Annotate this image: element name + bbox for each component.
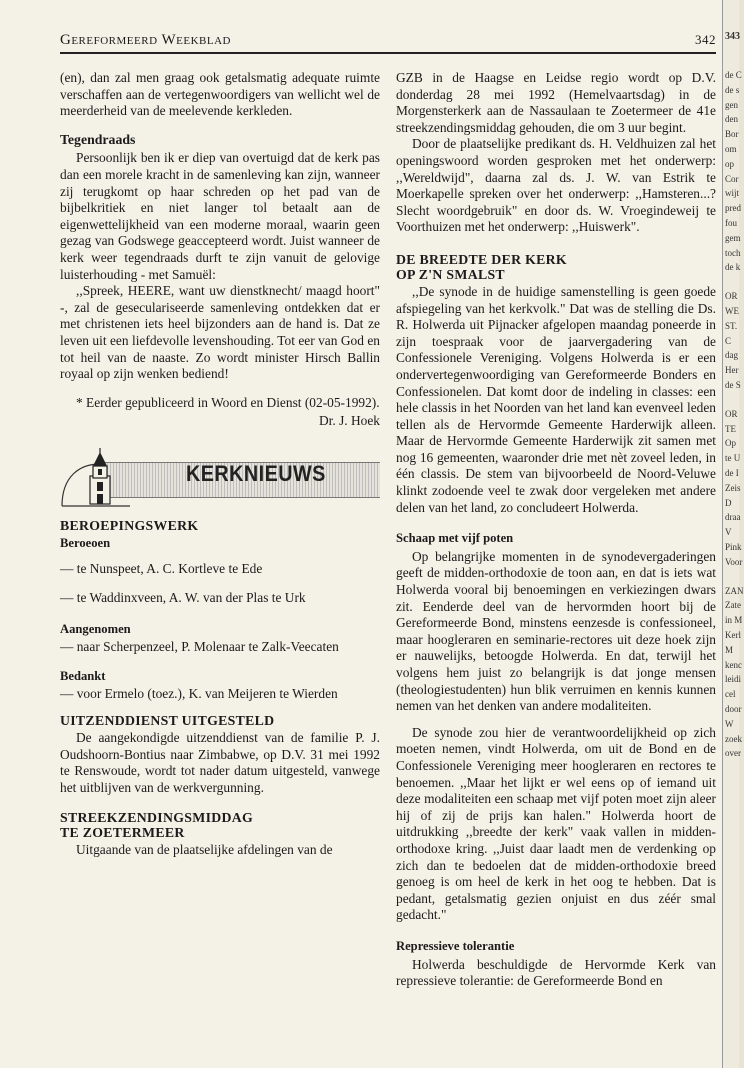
- paragraph: De synode zou hier de verantwoordelijkheid op zich moeten nemen, vindt Holwerda, om uit de Bond en de Confessionele Vereniging meer hoogleraren en rectores te benoemen. ,,Maar het lijkt er wel eens op of iemand uit deze modaliteiten een schaap met vijf poten moet zijn aleer hij of zij de prijs kan halen." Holwerda hoort de uitdrukking ,,breedte der kerk" vaak vallen in midden-orthodoxe kring. ,,Juist daar laadt men de verdenking op zich dan te bedoelen dat de midden-orthodoxie breed genoeg is om heel de kerk in het oog te hebben. Dat is pedant, getalsmatig gezien onjuist en dus zéér smal gedacht.": [396, 724, 716, 923]
- adjacent-page-fragment: gem: [725, 232, 741, 243]
- author-signature: Dr. J. Hoek: [319, 413, 380, 429]
- adjacent-page-fragment: OR: [725, 291, 738, 302]
- list-item: — voor Ermelo (toez.), K. van Meijeren te Wierden: [60, 686, 338, 702]
- paragraph: Persoonlijk ben ik er diep van overtuigd dat de kerk pas dan een morele kracht in de samenleving kan zijn, wanneer zij terugkomt op haar schreden op het pad van de bijbelkritiek en niet langer tol betaalt aan de eigenwettelijkheid van een moderne moraal, waarin geen gezag van Godswege geaccepteerd wordt. Juist wanneer de kerk weer tegendraads durft te zijn vanuit de gelovige luisterhouding - met Samuël:: [60, 150, 380, 282]
- adjacent-page-fragment: C: [725, 335, 732, 346]
- left-column: [60, 70, 380, 859]
- section-heading-streekzending-line2: TE ZOETERMEER: [60, 825, 185, 841]
- adjacent-page-fragment: over: [725, 748, 741, 759]
- adjacent-page-fragment: pred: [725, 203, 741, 214]
- section-heading-uitzenddienst: UITZENDDIENST UITGESTELD: [60, 713, 275, 729]
- adjacent-page-fragment: Bor: [725, 129, 739, 140]
- adjacent-page-fragment: toch: [725, 247, 741, 258]
- section-heading-tegendraads: Tegendraads: [60, 131, 136, 147]
- section-heading-breedte: DE BREEDTE DER KERK: [396, 251, 567, 267]
- subheading-beroepen: Beroeoen: [60, 535, 111, 550]
- adjacent-page-fragment: gen: [725, 99, 738, 110]
- adjacent-page-fragment: de S: [725, 380, 741, 390]
- adjacent-page-fragment: Zate: [725, 600, 741, 611]
- adjacent-page-fragment: Kerl: [725, 630, 741, 640]
- adjacent-page-fragment: Pink: [725, 542, 742, 552]
- adjacent-page-fragment: ZAN: [725, 585, 744, 596]
- adjacent-page-fragment: TE: [725, 423, 736, 434]
- list-item: — te Waddinxveen, A. W. van der Plas te Urk: [60, 590, 306, 606]
- adjacent-page-number: 343: [725, 31, 740, 42]
- page-number: 342: [695, 32, 716, 47]
- adjacent-page-fragment: Voor: [725, 556, 743, 567]
- adjacent-page-fragment: leidi: [725, 674, 741, 685]
- paragraph: Uitgaande van de plaatselijke afdelingen van de: [76, 842, 333, 858]
- section-heading-streekzending: STREEKZENDINGSMIDDAG: [60, 810, 254, 826]
- journal-title: Gereformeerd Weekblad: [60, 32, 231, 48]
- adjacent-page-fragment: W: [725, 718, 734, 729]
- adjacent-page-fragment: in M: [725, 615, 743, 626]
- adjacent-page-fragment: Zeis: [725, 482, 741, 493]
- adjacent-page-fragment: fou: [725, 218, 737, 228]
- adjacent-page-fragment: te U: [725, 453, 741, 464]
- footnote: * Eerder gepubliceerd in Woord en Dienst (02-05-1992).: [76, 394, 380, 410]
- adjacent-page-edge: [722, 0, 744, 1068]
- paragraph: Op belangrijke momenten in de synodevergaderingen geeft de midden-orthodoxie de toon aan, en dat is iets wat Holwerda vooral bij benoemingen en verkiezingen dwars zit. Eenderde deel van de hervormden hoort bij de Gereformeerde Bond, minstens eenzesde is confessioneel, maar hoogleraren en seminarie-rectores uit deze hoek zijn er nauwelijks, betoogde Holwerda. En dat, terwijl het volgens hem juist zo belangrijk is dat jonge mensen (theologiestudenten) hun blik verruimen en kennis kunnen nemen van het denken van andere modaliteiten.: [396, 548, 716, 714]
- adjacent-page-fragment: Cor: [725, 173, 739, 184]
- adjacent-page-fragment: de C: [725, 70, 742, 80]
- church-tower-icon: [60, 446, 140, 508]
- section-heading-beroepingswerk: BEROEPINGSWERK: [60, 517, 199, 533]
- list-item: — te Nunspeet, A. C. Kortleve te Ede: [60, 561, 263, 577]
- subheading-bedankt: Bedankt: [60, 668, 106, 683]
- running-header: [60, 32, 716, 49]
- adjacent-page-fragment: D: [725, 497, 732, 508]
- intro-paragraph: (en), dan zal men graag ook getalsmatig adequate ruimte verschaffen aan de vertegenwoordigers van wellicht wel de meerderheid van de meelevende kerkleden.: [60, 70, 380, 119]
- section-heading-repressieve: Repressieve tolerantie: [396, 938, 515, 953]
- adjacent-page-fragment: de k: [725, 262, 741, 273]
- adjacent-page-fragment: wijt: [725, 188, 740, 199]
- section-heading-breedte-line2: OP Z'N SMALST: [396, 266, 505, 282]
- adjacent-page-fragment: kenc: [725, 659, 742, 670]
- adjacent-page-fragment: den: [725, 114, 738, 125]
- banner-title: KERKNIEUWS: [186, 460, 326, 486]
- kerknieuws-banner: [60, 446, 380, 508]
- header-rule: [60, 52, 716, 54]
- adjacent-page-fragment: de I: [725, 468, 739, 478]
- adjacent-page-fragment: dag: [725, 350, 738, 361]
- adjacent-page-fragment: ST.: [725, 320, 738, 331]
- adjacent-page-fragment: OR: [725, 408, 738, 419]
- paragraph: Holwerda beschuldigde de Hervormde Kerk van repressieve tolerantie: de Gereformeerde Bond en: [396, 956, 716, 989]
- adjacent-page-fragment: WE: [725, 306, 739, 316]
- adjacent-page-fragment: op: [725, 158, 734, 169]
- right-column: [396, 70, 716, 990]
- adjacent-page-fragment: Her: [725, 365, 739, 376]
- adjacent-page-fragment: Op: [725, 438, 736, 449]
- adjacent-page-fragment: cel: [725, 689, 736, 700]
- adjacent-page-fragment: M: [725, 644, 734, 655]
- paragraph: ,,De synode in de huidige samenstelling is geen goede afspiegeling van het kerkvolk." Dat was de stelling die Ds. R. Holwerda uit Pijnacker afgelopen maandag poneerde in zijn toespraak voor de jaarvergadering van de Confessionele Vereniging. Volgens Holwerda is er een ondervertegenwoordiging van Gereformeerde Bonders en Confessionelen. Dat komt door de indeling in classes: een hele classis in het Noorden van het land kan evenveel leden tellen als de Hervormde Gemeente Harderwijk alleen. Maar de Hervormde Gemeente Harderwijk zit samen met nog 16 gemeenten, waaronder drie met nèt zoveel leden, in één classis. De stem van bijvoorbeeld de Noord-Veluwe klinkt zodoende veel te zwak door vergeleken met andere delen van het land, zo concludeert Holwerda.: [396, 283, 716, 515]
- adjacent-page-fragment: draa: [725, 512, 741, 523]
- paragraph: Door de plaatselijke predikant ds. H. Veldhuizen zal het openingswoord worden gesproken met het onderwerp: ,,Wereldwijd", daarna zal ds. J. W. van Estrik te Moerkapelle spreken over het onderwerp: ,,Hamsteren...? Slecht woordgebruik" en door ds. W. Vroegindeweij te Voorthuizen met het onderwerp: ,,Huiswerk".: [396, 136, 716, 235]
- adjacent-page-fragment: zoek: [725, 733, 742, 744]
- paragraph: ,,Spreek, HEERE, want uw dienstknecht/ maagd hoort" -, zal de geseculariseerde samenleving ontdekken dat er met christenen iets heel bijzonders aan de hand is. Dat ze leven uit een liefdevolle levenshouding. Tot eer van God en tot heil van de naaste. Zo wordt minister Hirsch Ballin royaal op zijn wenken bediend!: [60, 283, 380, 382]
- adjacent-page-fragment: door: [725, 704, 742, 714]
- adjacent-page-fragment: om: [725, 144, 737, 154]
- paragraph: De aangekondigde uitzenddienst van de familie P. J. Oudshoorn-Bontius naar Zimbabwe, op D.V. 31 mei 1992 te Renswoude, wordt tot nader datum uitgesteld, vanwege het uitblijven van de werkvergunning.: [60, 730, 380, 795]
- paragraph: GZB in de Haagse en Leidse regio wordt op D.V. donderdag 28 mei 1992 (Hemelvaartsdag) in de Morgensterkerk aan de Nassaulaan te Zoetermeer de 41e streekzendingsmiddag gehouden, die om 3 uur begint.: [396, 70, 716, 135]
- list-item: — naar Scherpenzeel, P. Molenaar te Zalk-Veecaten: [60, 639, 339, 655]
- adjacent-page-fragment: de s: [725, 84, 740, 95]
- adjacent-page-fragment: V: [725, 527, 732, 538]
- section-heading-schaap: Schaap met vijf poten: [396, 531, 514, 546]
- subheading-aangenomen: Aangenomen: [60, 621, 131, 636]
